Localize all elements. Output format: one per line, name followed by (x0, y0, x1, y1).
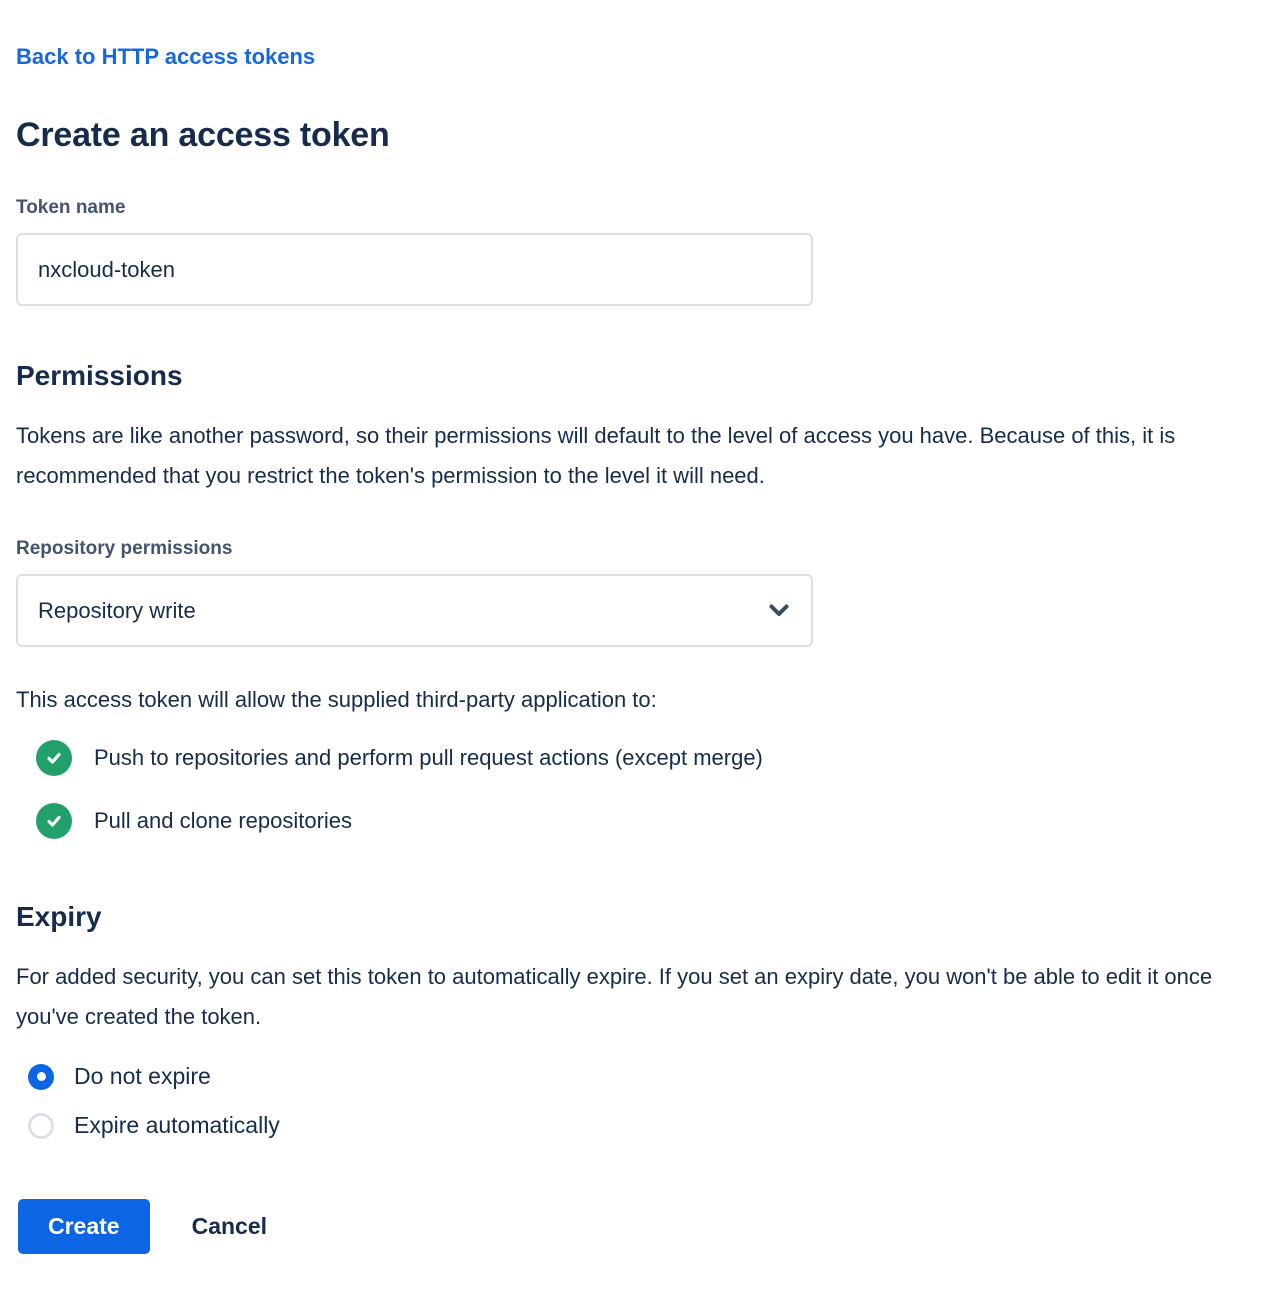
radio-unselected-icon[interactable] (28, 1113, 54, 1139)
radio-option-do-not-expire[interactable] (16, 1063, 1242, 1090)
radio-selected-icon[interactable] (28, 1064, 54, 1090)
radio-option-expire-automatically[interactable] (16, 1112, 1242, 1139)
expiry-heading: Expiry (16, 901, 102, 932)
permissions-description: Tokens are like another password, so their permissions will default to the level of access you have. Because of this, it is recommended that you restrict the token's permission to the level it will need. (16, 423, 1176, 488)
form-actions (16, 1199, 1242, 1254)
list-item (36, 803, 1242, 839)
allowed-action-label: Push to repositories and perform pull request actions (except merge) (94, 745, 763, 770)
page-title: Create an access token (16, 116, 390, 154)
expiry-description: For added security, you can set this token to automatically expire. If you set an expiry date, you won't be able to edit it once you've created the token. (16, 964, 1213, 1029)
repository-permissions-selected-value: Repository write (38, 597, 196, 623)
list-item (36, 740, 1242, 776)
permissions-heading: Permissions (16, 360, 183, 391)
allow-intro-text: This access token will allow the supplied third-party application to: (16, 687, 657, 712)
allowed-actions-list (16, 740, 1242, 839)
repository-permissions-select[interactable] (16, 574, 813, 647)
expiry-options (16, 1063, 1242, 1139)
radio-label: Expire automatically (74, 1112, 280, 1138)
check-icon (36, 803, 72, 839)
create-button[interactable]: Create (18, 1199, 150, 1254)
repository-permissions-label: Repository permissions (16, 538, 233, 559)
token-name-label: Token name (16, 197, 126, 218)
chevron-down-icon (769, 604, 789, 617)
allowed-action-label: Pull and clone repositories (94, 808, 353, 833)
back-to-http-access-tokens-link[interactable]: Back to HTTP access tokens (16, 44, 316, 69)
check-icon (36, 740, 72, 776)
cancel-button[interactable]: Cancel (191, 1213, 268, 1239)
token-name-input[interactable] (16, 233, 813, 306)
radio-label: Do not expire (74, 1063, 211, 1089)
